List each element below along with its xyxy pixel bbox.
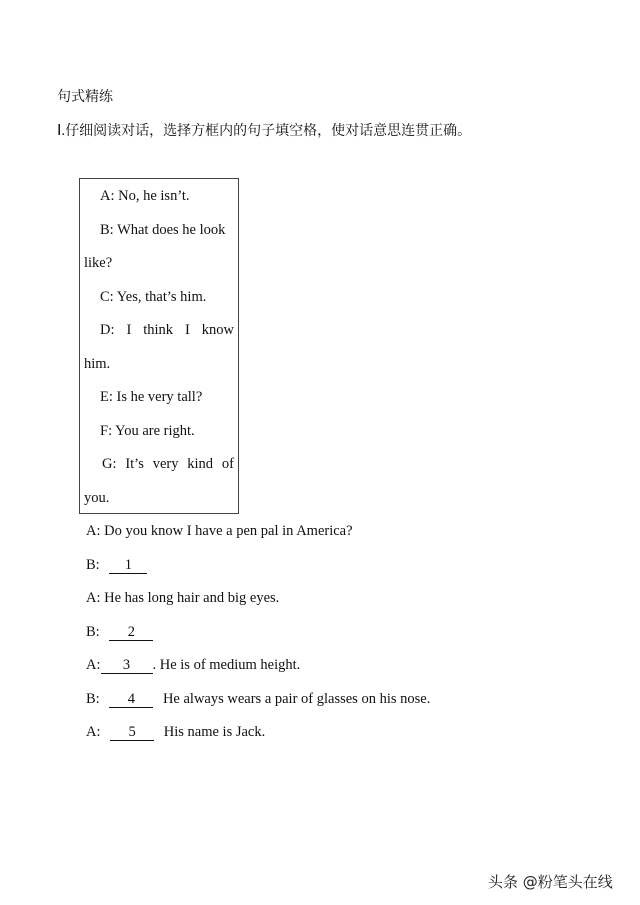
instruction: [57, 120, 471, 140]
answer-blank-4[interactable]: 4: [109, 692, 153, 708]
dialogue-line-1: [86, 523, 353, 540]
dialogue-text: Do you know I have a pen pal in America?: [104, 523, 353, 539]
answer-blank-5[interactable]: 5: [110, 725, 154, 741]
option-c: C: Yes, that’s him.: [100, 289, 207, 305]
option-d-word: D:: [100, 322, 115, 338]
option-d-word: think: [143, 322, 174, 338]
option-d-line2: him.: [84, 356, 111, 372]
answer-blank-3[interactable]: 3: [101, 658, 153, 674]
option-b-line2: like?: [84, 255, 113, 271]
speaker: B:: [86, 691, 100, 707]
section-title: 句式精练: [57, 89, 113, 105]
option-a: A: No, he isn’t.: [100, 188, 190, 204]
option-g-word: very: [152, 456, 179, 472]
dialogue-line-5: [86, 657, 300, 674]
dialogue-text: He has long hair and big eyes.: [104, 590, 280, 606]
option-e: E: Is he very tall?: [100, 389, 203, 405]
dialogue-line-3: [86, 590, 279, 607]
option-g-word: kind: [187, 456, 214, 472]
option-b-line1: B: What does he look: [100, 222, 226, 238]
speaker: B:: [86, 624, 100, 640]
speaker: A:: [86, 590, 101, 606]
dialogue-text: . He is of medium height.: [152, 657, 301, 673]
option-d-word: know: [201, 322, 234, 338]
option-d-line1: [100, 322, 234, 339]
instruction-text: 仔细阅读对话，选择方框内的句子填空格，使对话意思连贯正确。: [65, 123, 472, 139]
options-box: [79, 178, 239, 514]
dialogue-line-7: [86, 724, 265, 741]
answer-blank-1[interactable]: 1: [109, 558, 147, 574]
answer-blank-2[interactable]: 2: [109, 625, 153, 641]
option-g-word: G:: [102, 456, 117, 472]
option-g-word: It’s: [125, 456, 144, 472]
dialogue-line-2: [86, 557, 147, 574]
instruction-number: Ⅰ.: [57, 123, 66, 139]
option-g-line2: you.: [84, 490, 110, 506]
option-d-word: I: [126, 322, 132, 338]
speaker: A:: [86, 657, 101, 673]
speaker: B:: [86, 557, 100, 573]
option-g-word: of: [221, 456, 234, 472]
dialogue-text: His name is Jack.: [163, 724, 266, 740]
dialogue-line-6: [86, 691, 430, 708]
speaker: A:: [86, 724, 101, 740]
option-d-word: I: [184, 322, 190, 338]
dialogue-text: He always wears a pair of glasses on his nose.: [162, 691, 431, 707]
option-g-line1: [102, 456, 234, 473]
watermark: 头条 @粉笔头在线: [488, 873, 613, 891]
speaker: A:: [86, 523, 101, 539]
dialogue-line-4: [86, 624, 153, 641]
option-f: F: You are right.: [100, 423, 195, 439]
